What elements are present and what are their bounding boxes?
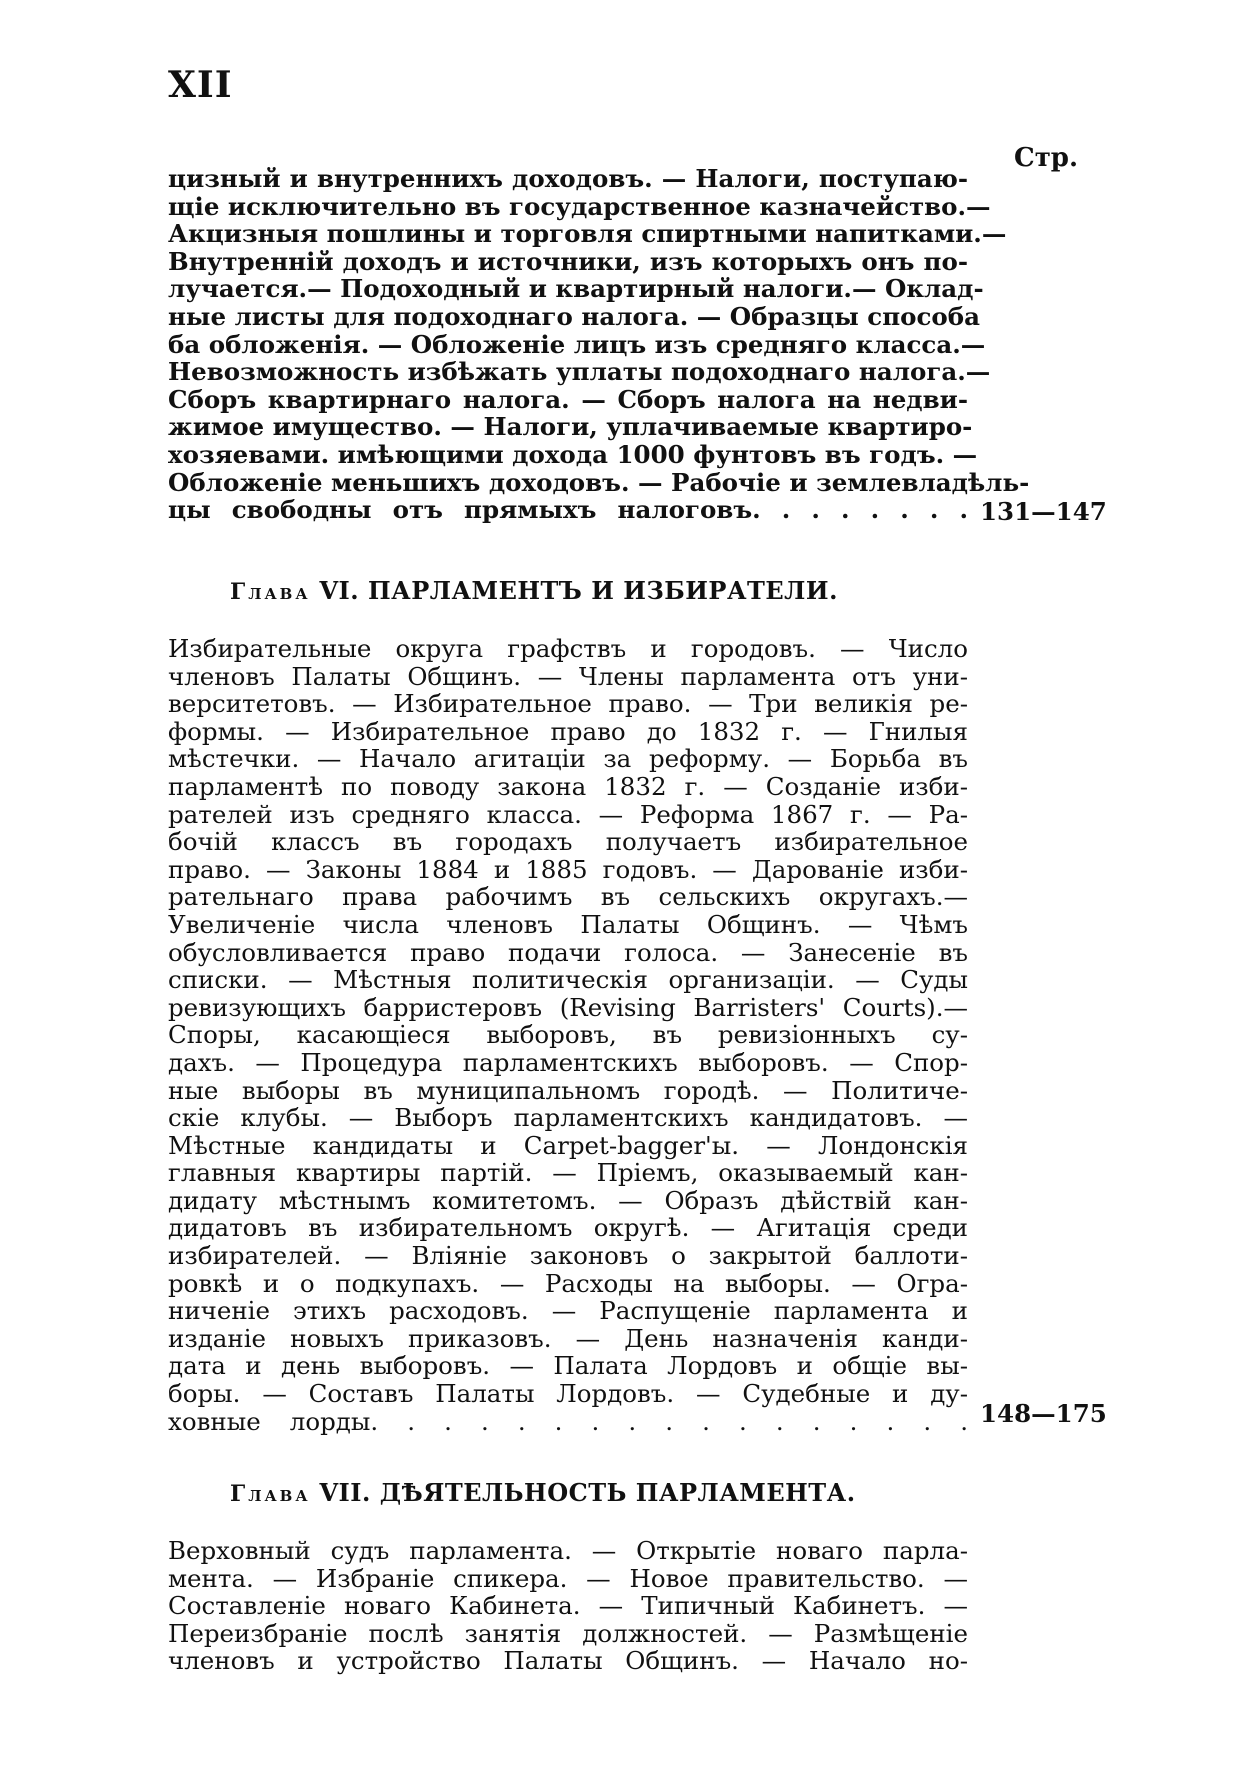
text-line: щіе исключительно въ государственное казначейство.— [168, 191, 991, 221]
text-line: мента. — Избраніе спикера. — Новое правительство. — [168, 1563, 968, 1593]
text-line: избирателей. — Вліяніе законовъ о закрытой баллоти- [168, 1241, 968, 1271]
text-line: мѣстечки. — Начало агитаціи за реформу. — Борьба въ [168, 744, 968, 774]
chapter-7-label: Глава [230, 1481, 311, 1507]
section-1-text [168, 164, 1030, 525]
text-line: цизный и внутреннихъ доходовъ. — Налоги, поступаю- [168, 164, 968, 193]
text-line: бочій классъ въ городахъ получаетъ избирательное [168, 827, 968, 857]
chapter-7-text [168, 1537, 968, 1675]
text-line: дахъ. — Процедура парламентскихъ выборовъ. — Спор- [168, 1047, 968, 1077]
text-line: списки. — Мѣстныя политическія организаціи. — Суды [168, 965, 968, 995]
chapter-7-heading [230, 1478, 856, 1507]
text-line: ревизующихъ барристеровъ (Revising Barristers' Courts).— [168, 992, 968, 1022]
text-line: Избирательные округа графствъ и городовъ. — Число [168, 634, 968, 663]
chapter-6-label: Глава [230, 579, 311, 605]
text-line: членовъ Палаты Общинъ. — Члены парламента отъ уни- [168, 661, 968, 691]
text-line: дидатовъ въ избирательномъ округѣ. — Агитація среди [168, 1213, 968, 1243]
text-line: главныя квартиры партій. — Пріемъ, оказываемый кан- [168, 1158, 968, 1188]
chapter-6-pages: 148—175 [980, 1399, 1107, 1428]
text-line: обусловливается право подачи голоса. — Занесеніе въ [168, 937, 968, 967]
text-line: членовъ и устройство Палаты Общинъ. — Начало но- [168, 1646, 968, 1676]
chapter-7-title: VII. ДѢЯТЕЛЬНОСТЬ ПАРЛАМЕНТА. [319, 1478, 856, 1507]
text-line: цы свободны отъ прямыхъ налоговъ. . . . . . . . [168, 495, 968, 525]
text-line: скіе клубы. — Выборъ парламентскихъ кандидатовъ. — [168, 1103, 968, 1133]
text-line: изданіе новыхъ приказовъ. — День назначенія канди- [168, 1323, 968, 1353]
text-line: верситетовъ. — Избирательное право. — Три великія ре- [168, 689, 968, 719]
page-column-label: Стр. [1014, 143, 1079, 173]
text-line: Составленіе новаго Кабинета. — Типичный Кабинетъ. — [168, 1591, 968, 1621]
text-line: Невозможность избѣжать уплаты подоходнаго налога.— [168, 357, 991, 387]
text-line: формы. — Избирательное право до 1832 г. — Гнилыя [168, 716, 968, 746]
text-line: ровкѣ и о подкупахъ. — Расходы на выборы. — Огра- [168, 1268, 968, 1298]
text-line: Верховный судъ парламента. — Открытіе новаго парла- [168, 1536, 968, 1565]
text-line: Переизбраніе послѣ занятія должностей. — Размѣщеніе [168, 1618, 968, 1648]
chapter-6-heading [230, 576, 838, 605]
text-line: ные выборы въ муниципальномъ городѣ. — Политиче- [168, 1075, 968, 1105]
text-line: ховные лорды. . . . . . . . . . . . . . . . . [168, 1406, 968, 1436]
text-line: парламентѣ по поводу закона 1832 г. — Созданіе изби- [168, 771, 968, 801]
chapter-6-text [168, 635, 968, 1435]
text-line: рателей изъ средняго класса. — Реформа 1867 г. — Ра- [168, 799, 968, 829]
text-line: ные листы для подоходнаго налога. — Образцы способа [168, 301, 980, 331]
text-line: жимое имущество. — Налоги, уплачиваемые квартиро- [168, 412, 973, 442]
text-line: рательнаго права рабочимъ въ сельскихъ округахъ.— [168, 882, 968, 912]
text-line: ниченіе этихъ расходовъ. — Распущеніе парламента и [168, 1296, 968, 1326]
text-line: Обложеніе меньшихъ доходовъ. — Рабочіе и землевладѣль- [168, 467, 1030, 497]
section-1-pages: 131—147 [980, 497, 1107, 526]
text-line: право. — Законы 1884 и 1885 годовъ. — Дарованіе изби- [168, 854, 968, 884]
text-line: Увеличеніе числа членовъ Палаты Общинъ. — Чѣмъ [168, 909, 968, 939]
text-line: Мѣстные кандидаты и Carpet-bagger'ы. — Лондонскія [168, 1130, 968, 1160]
text-line: ба обложенія. — Обложеніе лицъ изъ средняго класса.— [168, 329, 986, 359]
text-line: дата и день выборовъ. — Палата Лордовъ и общіе вы- [168, 1351, 968, 1381]
text-line: Акцизныя пошлины и торговля спиртными напитками.— [168, 219, 1007, 249]
chapter-6-title: VI. ПАРЛАМЕНТЪ И ИЗБИРАТЕЛИ. [319, 576, 838, 605]
page-number: XII [168, 64, 233, 106]
text-line: лучается.— Подоходный и квартирный налоги.— Оклад- [168, 274, 984, 304]
text-line: дидату мѣстнымъ комитетомъ. — Образъ дѣйствій кан- [168, 1185, 968, 1215]
text-line: хозяевами. имѣющими дохода 1000 фунтовъ въ годъ. — [168, 439, 978, 469]
text-line: Споры, касающіеся выборовъ, въ ревизіонныхъ су- [168, 1020, 968, 1050]
text-line: Внутренній доходъ и источники, изъ которыхъ онъ по- [168, 246, 968, 276]
text-line: Сборъ квартирнаго налога. — Сборъ налога на недви- [168, 384, 968, 414]
text-line: боры. — Составъ Палаты Лордовъ. — Судебные и ду- [168, 1379, 968, 1409]
